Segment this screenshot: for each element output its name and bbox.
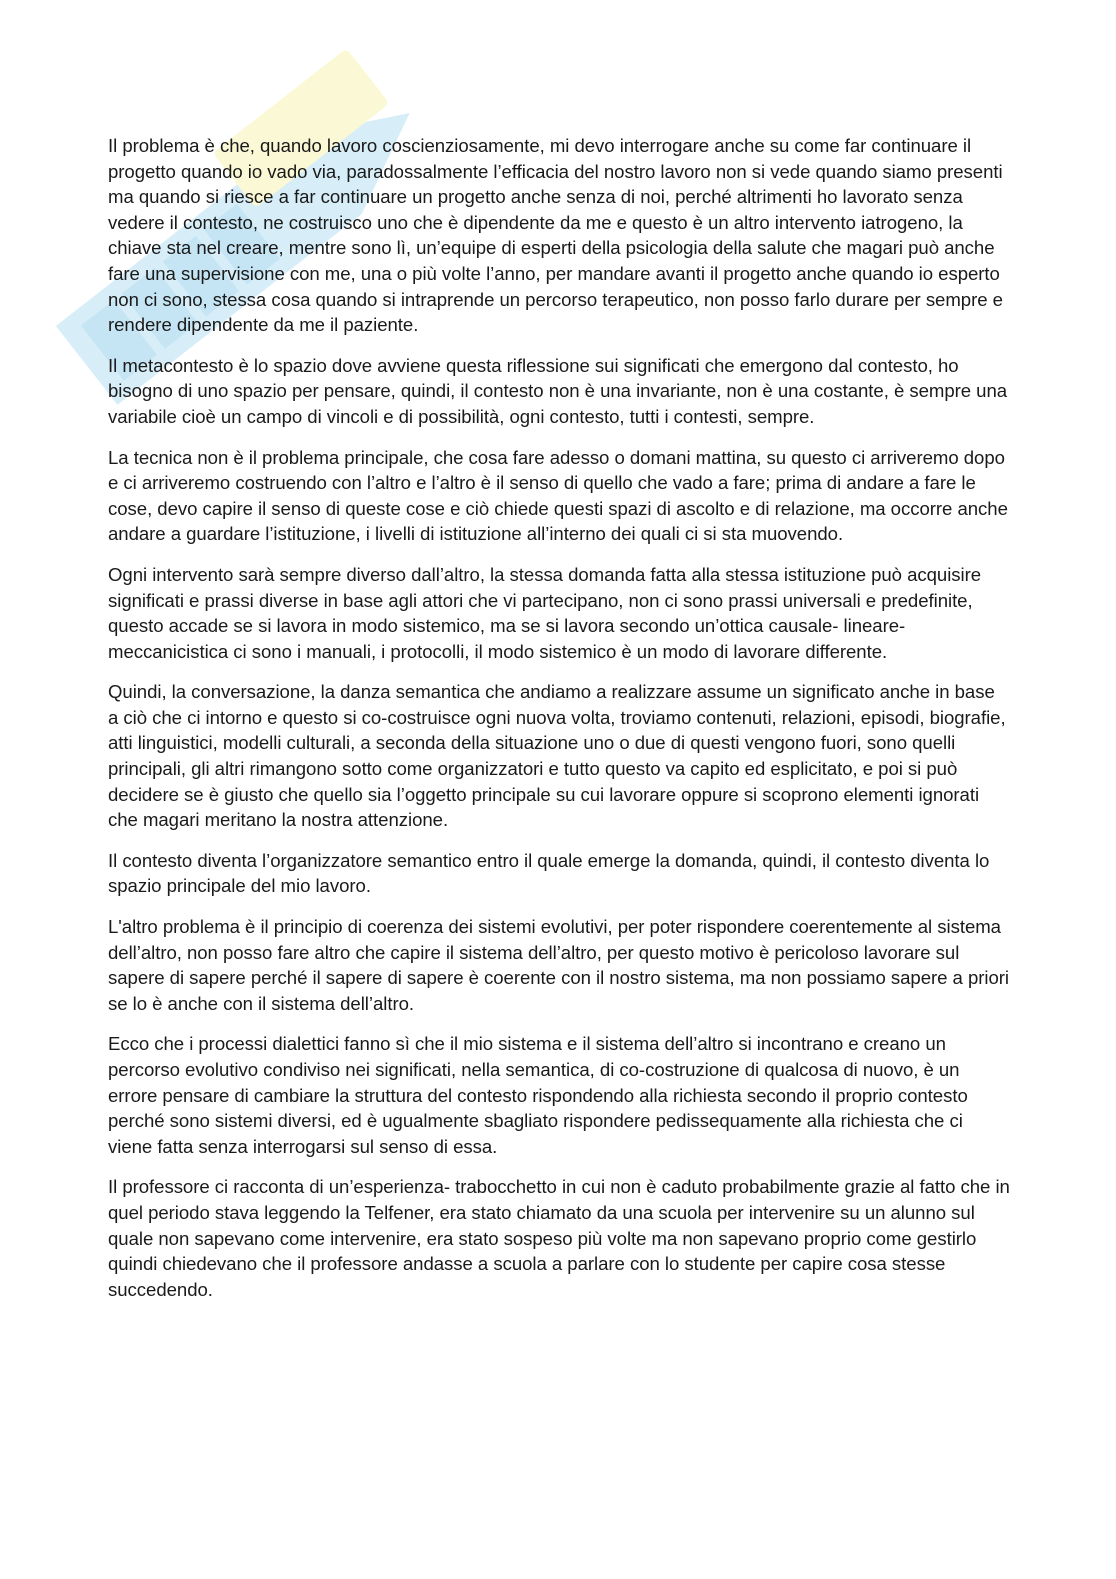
paragraph: L'altro problema è il principio di coerenza dei sistemi evolutivi, per poter rispondere coerentemente al sistema dell’altro, non posso fare altro che capire il sistema dell’altro, per questo motivo è pericoloso lavorare sul sapere di sapere perché il sapere di sapere è coerente con il nostro sistema, ma non possiamo sapere a priori se lo è anche con il sistema dell’altro. [108,916,1009,1014]
paragraph: La tecnica non è il problema principale, che cosa fare adesso o domani mattina, su questo ci arriveremo dopo e ci arriveremo costruendo con l’altro e l’altro è il senso di quello che vado a fare; prima di andare a fare le cose, devo capire il senso di queste cose e ciò chiede questi spazi di ascolto e di relazione, ma occorre anche andare a guardare l’istituzione, i livelli di istituzione all’interno dei quali ci si sta muovendo. [108,446,1008,545]
paragraph: Quindi, la conversazione, la danza semantica che andiamo a realizzare assume un significato anche in base a ciò che ci intorno e questo si co-costruisce ogni nuova volta, troviamo contenuti, relazioni, episodi, biografie, atti linguistici, modelli culturali, a seconda della situazione uno o due di questi vengono fuori, sono quelli principali, gli altri rimangono sotto come organizzatori e tutto questo va capito ed esplicitato, e poi si può decidere se è giusto che quello sia l’oggetto principale su cui lavorare oppure si scoprono elementi ignorati che magari meritano la nostra attenzione. [108,681,1006,831]
paragraph: Il contesto diventa l’organizzatore semantico entro il quale emerge la domanda, quindi, il contesto diventa lo spazio principale del mio lavoro. [108,849,990,897]
paragraph: Ecco che i processi dialettici fanno sì che il mio sistema e il sistema dell’altro si incontrano e creano un percorso evolutivo condiviso nei significati, nella semantica, di co-costruzione di qualcosa di nuovo, è un errore pensare di cambiare la struttura del contesto rispondendo alla richiesta secondo il proprio contesto perché sono sistemi diversi, ed è ugualmente sbagliato rispondere pedissequamente alla richiesta che ci viene fatta senza interrogarsi sul senso di essa. [108,1033,968,1157]
document-body [108,133,1010,1317]
paragraph: Il problema è che, quando lavoro coscienziosamente, mi devo interrogare anche su come far continuare il progetto quando io vado via, paradossalmente l’efficacia del nostro lavoro non si vede quando siamo presenti ma quando si riesce a far continuare un progetto anche senza di noi, perché altrimenti ho lavorato senza vedere il contesto, ne costruisco uno che è dipendente da me e questo è un altro intervento iatrogeno, la chiave sta nel creare, mentre sono lì, un’equipe di esperti della psicologia della salute che magari può anche fare una supervisione con me, una o più volte l’anno, per mandare avanti il progetto anche quando io esperto non ci sono, stessa cosa quando si intraprende un percorso terapeutico, non posso farlo durare per sempre e rendere dipendente da me il paziente. [108,135,1003,336]
paragraph: Il metacontesto è lo spazio dove avviene questa riflessione sui significati che emergono dal contesto, ho bisogno di uno spazio per pensare, quindi, il contesto non è una invariante, non è una costante, è sempre una variabile cioè un campo di vincoli e di possibilità, ogni contesto, tutti i contesti, sempre. [108,354,1008,427]
paragraph: Ogni intervento sarà sempre diverso dall’altro, la stessa domanda fatta alla stessa istituzione può acquisire significati e prassi diverse in base agli attori che vi partecipano, non ci sono prassi universali e predefinite, questo accade se si lavora in modo sistemico, ma se si lavora secondo un’ottica causale- lineare- meccanicistica ci sono i manuali, i protocolli, il modo sistemico è un modo di lavorare differente. [108,563,982,662]
paragraph: Il professore ci racconta di un’esperienza- trabocchetto in cui non è caduto probabilmente grazie al fatto che in quel periodo stava leggendo la Telfener, era stato chiamato da una scuola per intervenire su un alunno sul quale non sapevano come intervenire, era stato sospeso più volte ma non sapevano proprio come gestirlo quindi chiedevano che il professore andasse a scuola a parlare con lo studente per capire cosa stesse succedendo. [108,1176,1010,1300]
